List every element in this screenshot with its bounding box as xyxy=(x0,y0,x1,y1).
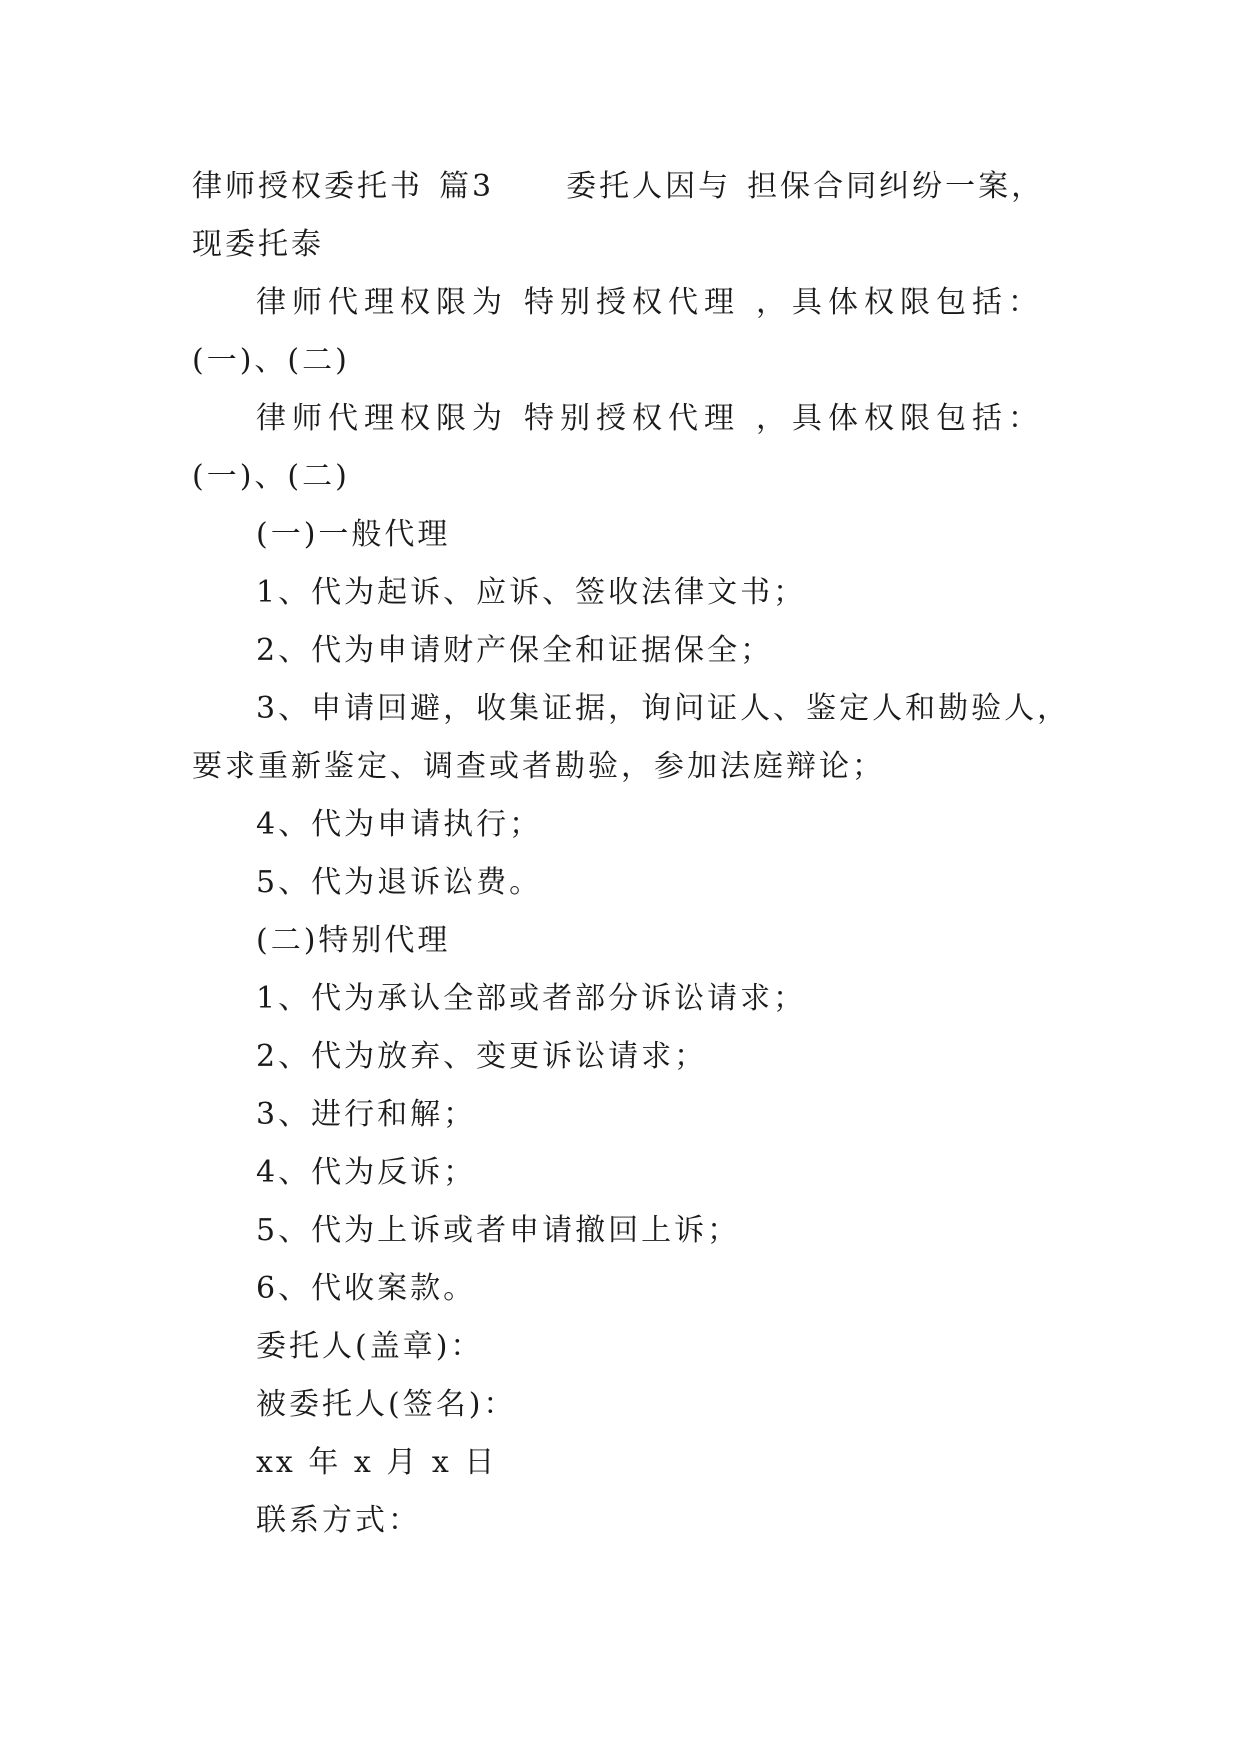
general-item: 3、申请回避，收集证据，询问证人、鉴定人和勘验人， xyxy=(256,691,1071,726)
special-item: 5、代为上诉或者申请撤回上诉； xyxy=(256,1213,741,1248)
authority-line: 律师代理权限为 特别授权代理 ，具体权限包括： xyxy=(256,285,1044,320)
general-agency-heading: (一)一般代理 xyxy=(256,517,451,552)
special-item: 3、进行和解； xyxy=(256,1097,477,1132)
intro-text-a: 委托人因与 xyxy=(566,169,732,204)
authority-line-repeat: 律师代理权限为 特别授权代理 ，具体权限包括： xyxy=(256,401,1044,436)
authority-continuation-repeat: (一)、(二) xyxy=(192,459,350,494)
general-item: 5、代为退诉讼费。 xyxy=(256,865,543,900)
authority-continuation: (一)、(二) xyxy=(192,343,350,378)
special-item: 2、代为放弃、变更诉讼请求； xyxy=(256,1039,708,1074)
intro-continuation: 现委托泰 xyxy=(192,227,324,262)
general-item: 4、代为申请执行； xyxy=(256,807,543,842)
special-agency-heading: (二)特别代理 xyxy=(256,923,451,958)
date-line: xx 年 x 月 x 日 xyxy=(256,1445,498,1480)
contact-label: 联系方式： xyxy=(256,1503,421,1538)
document-body xyxy=(192,158,1072,1550)
title-line xyxy=(192,158,1072,216)
intro-text-b: 担保合同纠纷一案， xyxy=(747,169,1045,204)
special-item: 1、代为承认全部或者部分诉讼请求； xyxy=(256,981,807,1016)
agent-signature-label: 被委托人(签名)： xyxy=(256,1387,517,1422)
general-item: 1、代为起诉、应诉、签收法律文书； xyxy=(256,575,807,610)
special-item: 4、代为反诉； xyxy=(256,1155,477,1190)
section-label: 篇3 xyxy=(439,169,495,204)
special-item: 6、代收案款。 xyxy=(256,1271,477,1306)
general-item: 2、代为申请财产保全和证据保全； xyxy=(256,633,774,668)
principal-signature-label: 委托人(盖章)： xyxy=(256,1329,484,1364)
document-title: 律师授权委托书 xyxy=(192,169,423,204)
general-item-continuation: 要求重新鉴定、调查或者勘验，参加法庭辩论； xyxy=(192,749,885,784)
